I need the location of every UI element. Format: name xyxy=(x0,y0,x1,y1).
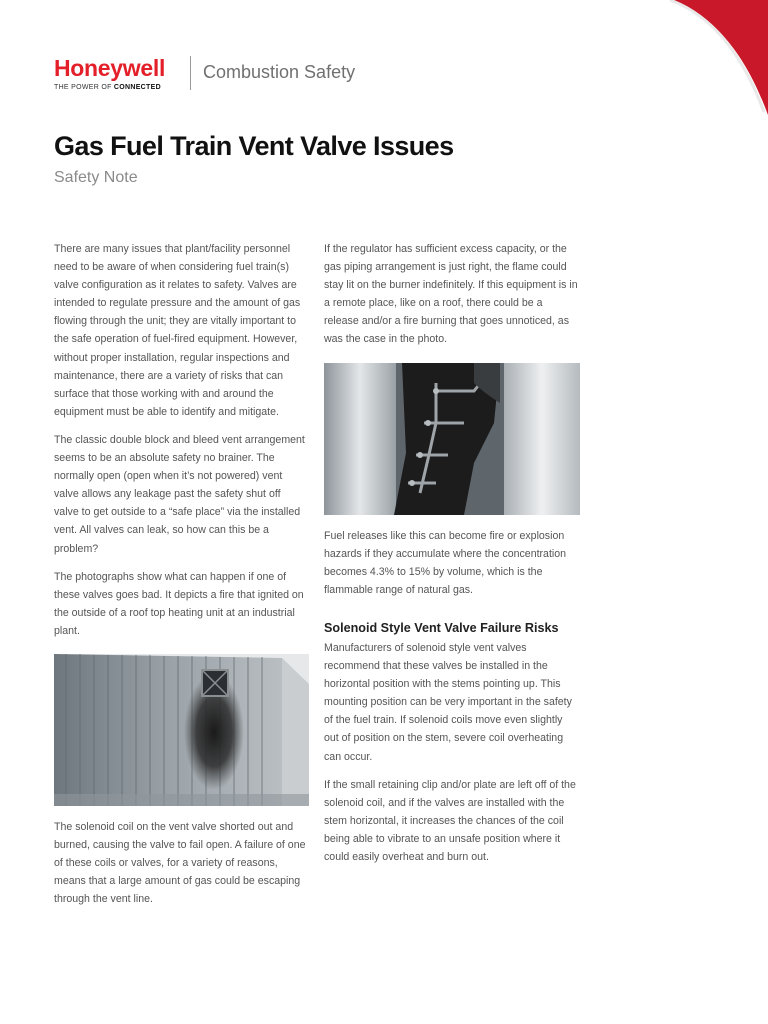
rooftop-fire-photo xyxy=(54,654,309,806)
burned-valve-photo xyxy=(324,363,580,515)
product-name: Combustion Safety xyxy=(203,62,356,82)
document-title: Gas Fuel Train Vent Valve Issues xyxy=(54,131,454,161)
photo-caption: The solenoid coil on the vent valve shorted out and burned, causing the valve to fail open. A failure of one of these coils or valves, for a variety of reasons, means that a large amount of gas could be escaping through the vent line. xyxy=(54,820,306,906)
body-paragraph: Manufacturers of solenoid style vent valves recommend that these valves be installed in the horizontal position with the stems pointing up. This mounting position can be very important in the safety of the fuel train. If solenoid coils move even slightly out of position on the stem, severe coil overheating can occur. xyxy=(324,641,572,763)
body-paragraph: There are many issues that plant/facility personnel need to be aware of when considering fuel train(s) valve configuration as it relates to safety. Valves are intended to regulate pressure and the amount of gas flowing through the unit; they are vitally important to the safe operation of fuel-fired equipment. However, without proper installation, regular inspections and maintenance, there are a variety of risks that can surface that those working with and around the equipment must be able to identify and mitigate. xyxy=(54,243,301,418)
brand-divider xyxy=(190,56,191,90)
body-paragraph: The photographs show what can happen if one of these valves goes bad. It depicts a fire that ignited on the outside of a roof top heating unit at an industrial plant. xyxy=(54,570,304,637)
tagline-emphasis: CONNECTED xyxy=(113,84,161,91)
section-heading: Solenoid Style Vent Valve Failure Risks xyxy=(324,620,559,635)
tagline-prefix: THE POWER OF xyxy=(54,84,112,91)
corner-swoosh-graphic xyxy=(578,0,768,170)
body-paragraph: If the small retaining clip and/or plate are left off of the solenoid coil, and if the valves are installed with the stem horizontal, it increases the chances of the coil being able to vibrate to an unsafe position where it could easily overheat and burn out. xyxy=(324,778,576,863)
right-column xyxy=(324,240,580,876)
body-paragraph: The classic double block and bleed vent arrangement seems to be an absolute safety no brainer. The normally open (open when it’s not powered) vent valve allows any leakage past the safety shut off valve to get outside to a “safe place” via the installed vent. All valves can leak, so how can this be a problem? xyxy=(54,433,305,555)
honeywell-logo: Honeywell xyxy=(54,55,166,81)
brand-tagline xyxy=(54,83,161,92)
document-subtitle: Safety Note xyxy=(54,169,138,186)
left-column xyxy=(54,240,306,918)
photo-caption: Fuel releases like this can become fire or explosion hazards if they accumulate where the concentration becomes 4.3% to 15% by volume, which is the flammable range of natural gas. xyxy=(324,529,567,596)
body-paragraph: If the regulator has sufficient excess capacity, or the gas piping arrangement is just right, the flame could stay lit on the burner indefinitely. If this equipment is in a remote place, like on a roof, there could be a release and/or a fire burning that goes unnoticed, as was the case in the photo. xyxy=(324,243,578,346)
